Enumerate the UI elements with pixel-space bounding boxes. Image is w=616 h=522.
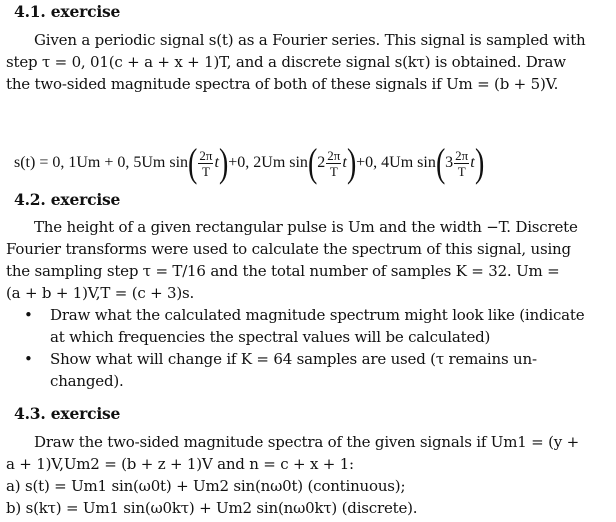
- text-line: Draw the two-sided magnitude spectra of the given signals if Um1 = (y +: [34, 433, 579, 451]
- text-line: the sampling step τ = T/16 and the total number of samples K = 32. Um =: [6, 262, 560, 280]
- fraction: $\frac{2\pi}{T}$: [455, 147, 469, 179]
- fourier-series-formula: s(t) = 0, 1Um + 0, 5Um sin ( $\frac{2\pi}{T}$ t ) +0, 2Um sin ( 2 $\frac{2\pi}{T}$ t ) +0, 4Um sin ( 3 $\frac{2\pi}{T}$ t ): [14, 140, 485, 185]
- bullet-line: Draw what the calculated magnitude spectrum might look like (indicate: [50, 306, 585, 324]
- text-line: the two-sided magnitude spectra of both of these signals if Um = (b + 5)V.: [6, 75, 559, 93]
- bullet-line: Show what will change if K = 64 samples are used (τ remains un-: [50, 350, 537, 368]
- text-line: The height of a given rectangular pulse is Um and the width −T. Discrete: [34, 218, 578, 236]
- text-line: a + 1)V,Um2 = (b + z + 1)V and n = c + x + 1:: [6, 455, 354, 473]
- fraction: $\frac{2\pi}{T}$: [199, 147, 213, 179]
- text-line: step τ = 0, 01(c + a + x + 1)T, and a discrete signal s(kτ) is obtained. Draw: [6, 53, 566, 71]
- formula-lhs: s(t) = 0, 1Um + 0, 5Um sin: [14, 154, 189, 171]
- formula-term-3: +0, 4Um sin: [356, 154, 436, 171]
- bullet-line: at which frequencies the spectral values will be calculated): [50, 328, 491, 346]
- bullet-line: changed).: [50, 372, 124, 390]
- text-line: b) s(kτ) = Um1 sin(ω0kτ) + Um2 sin(nω0kτ) (discrete).: [6, 499, 418, 517]
- fraction: $\frac{2\pi}{T}$: [327, 147, 341, 179]
- bullet-marker: •: [24, 350, 33, 368]
- text-line: Fourier transforms were used to calculate the spectrum of this signal, using: [6, 240, 571, 258]
- text-line: a) s(t) = Um1 sin(ω0t) + Um2 sin(nω0t) (continuous);: [6, 477, 406, 495]
- bullet-marker: •: [24, 306, 33, 324]
- heading-4-2: 4.2. exercise: [14, 190, 121, 209]
- heading-4-3: 4.3. exercise: [14, 404, 121, 423]
- formula-term-2: +0, 2Um sin: [228, 154, 308, 171]
- text-line: Given a periodic signal s(t) as a Fourier series. This signal is sampled with: [34, 31, 586, 49]
- text-line: (a + b + 1)V,T = (c + 3)s.: [6, 284, 195, 302]
- heading-4-1: 4.1. exercise: [14, 2, 121, 21]
